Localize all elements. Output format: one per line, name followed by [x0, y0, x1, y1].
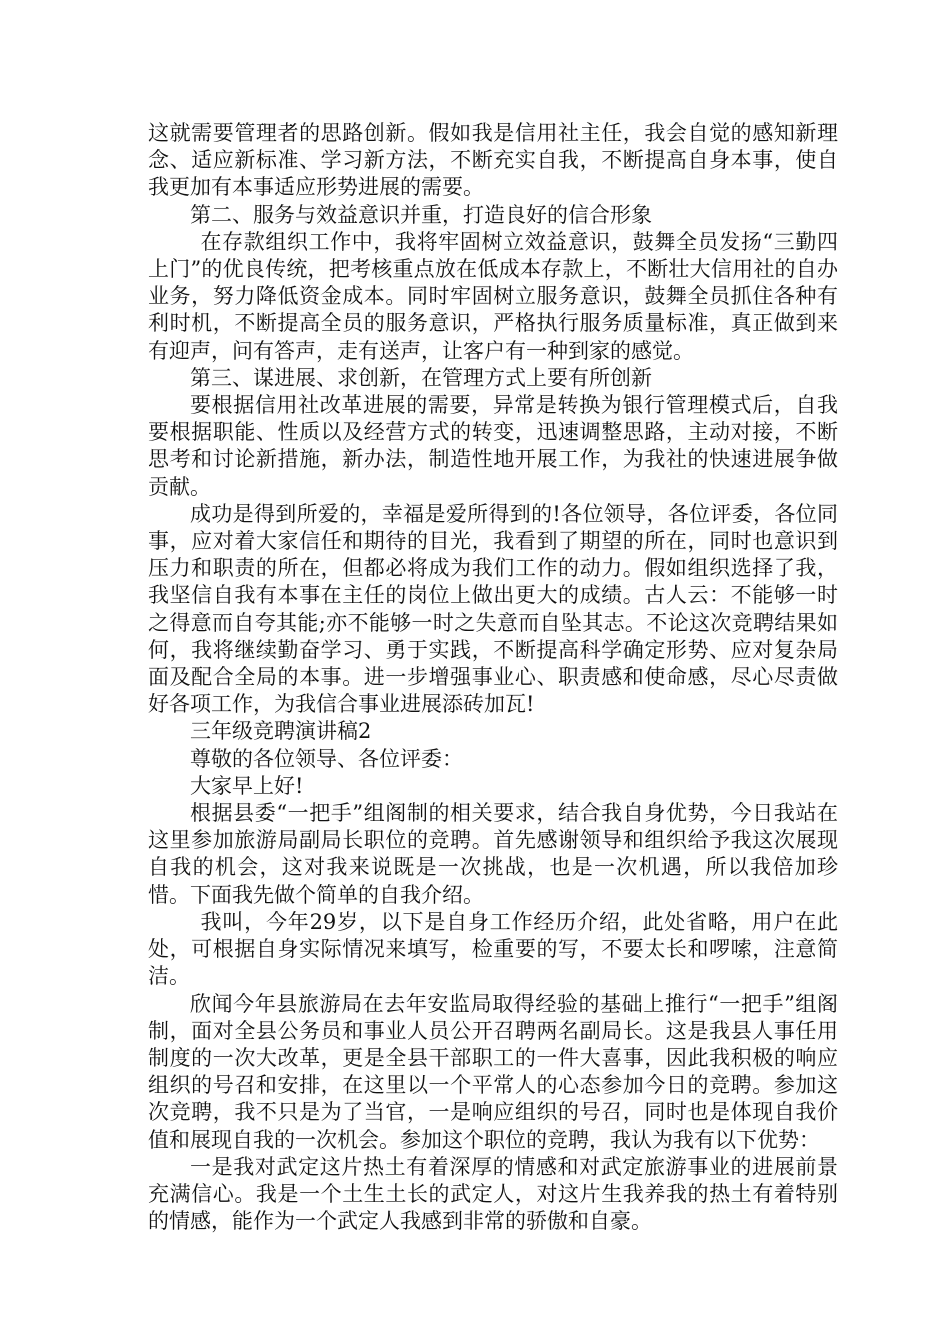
paragraph: 欣闻今年县旅游局在去年安监局取得经验的基础上推行“一把手”组阁制，面对全县公务员和事业人员公开召聘两名副局长。这是我县人事任用制度的一次大改革，更是全县干部职工的一件大喜事，因此我积极的响应组织的号召和安排，在这里以一个平常人的心态参加今日的竞聘。参加这次竞聘，我不只是为了当官，一是响应组织的号召，同时也是体现自我价值和展现自我的一次机会。参加这个职位的竞聘，我认为我有以下优势：: [148, 991, 838, 1152]
document-title: 三年级竞聘演讲稿2: [190, 719, 372, 744]
paragraph: 成功是得到所爱的，幸福是爱所得到的!各位领导，各位评委，各位同事，应对着大家信任和期待的目光，我看到了期望的所在，同时也意识到压力和职责的所在，但都必将成为我们工作的动力。假如组织选择了我，我坚信自我有本事在主任的岗位上做出更大的成绩。古人云：不能够一时之得意而自夸其能;亦不能够一时之失意而自坠其志。不论这次竞聘结果如何，我将继续勤奋学习、勇于实践，不断提高科学确定形势、应对复杂局面及配合全局的本事。进一步增强事业心、职责感和使命感，尽心尽责做好各项工作，为我信合事业进展添砖加瓦!: [148, 501, 838, 717]
paragraph: 这就需要管理者的思路创新。假如我是信用社主任，我会自觉的感知新理念、适应新标准、学习新方法，不断充实自我，不断提高自身本事，使自我更加有本事适应形势进展的需要。: [148, 121, 838, 200]
greeting: 大家早上好!: [190, 773, 304, 798]
paragraph: 一是我对武定这片热土有着深厚的情感和对武定旅游事业的进展前景充满信心。我是一个土生土长的武定人，对这片生我养我的热土有着特别的情感，能作为一个武定人我感到非常的骄傲和自豪。: [148, 1154, 838, 1234]
section-heading: 第二、服务与效益意识并重，打造良好的信合形象: [190, 202, 652, 227]
document-page: [148, 120, 838, 1235]
paragraph: 在存款组织工作中，我将牢固树立效益意识，鼓舞全员发扬“三勤四上门”的优良传统，把考核重点放在低成本存款上，不断壮大信用社的自办业务，努力降低资金成本。同时牢固树立服务意识，鼓舞全员抓住各种有利时机，不断提高全员的服务意识，严格执行服务质量标准，真正做到来有迎声，问有答声，走有送声，让客户有一种到家的感觉。: [148, 229, 838, 363]
paragraph: 根据县委“一把手”组阁制的相关要求，结合我自身优势，今日我站在这里参加旅游局副局长职位的竞聘。首先感谢领导和组织给予我这次展现自我的机会，这对我来说既是一次挑战，也是一次机遇，所以我倍加珍惜。下面我先做个简单的自我介绍。: [148, 801, 838, 907]
salutation: 尊敬的各位领导、各位评委：: [190, 746, 463, 771]
paragraph: 要根据信用社改革进展的需要，异常是转换为银行管理模式后，自我要根据职能、性质以及经营方式的转变，迅速调整思路，主动对接，不断思考和讨论新措施，新办法，制造性地开展工作，为我社的快速进展争做贡献。: [148, 393, 838, 499]
paragraph: 我叫，今年29岁，以下是自身工作经历介绍，此处省略，用户在此处，可根据自身实际情况来填写，检重要的写，不要太长和啰嗦，注意简洁。: [148, 909, 838, 989]
section-heading: 第三、谋进展、求创新，在管理方式上要有所创新: [190, 365, 652, 390]
